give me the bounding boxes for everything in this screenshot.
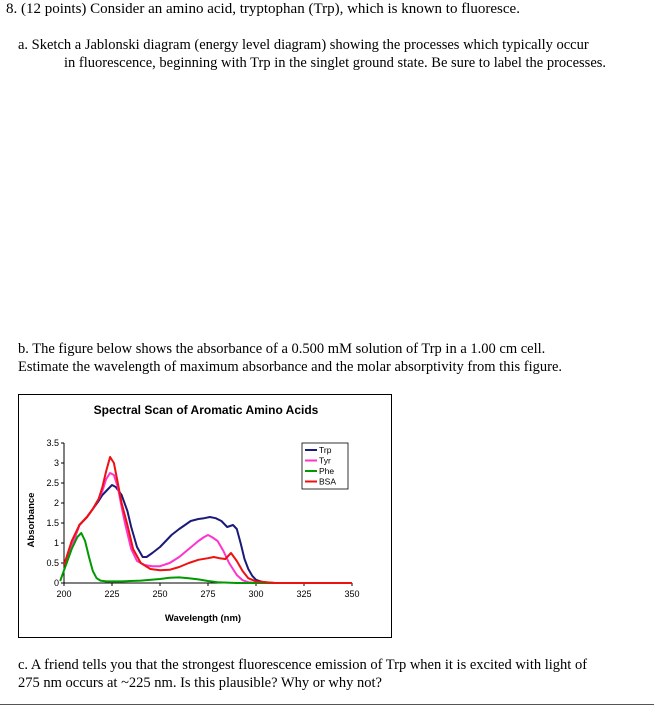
spectral-scan-chart [18,394,392,638]
part-c-text-line-2: 275 nm occurs at ~225 nm. Is this plausible? Why or why not? [18,675,382,691]
y-tick-label: 1 [53,538,59,548]
part-b [18,340,643,376]
x-tick-label: 200 [56,589,72,599]
chart-legend [302,443,348,489]
part-c-text-line-1: c. A friend tells you that the strongest fluorescence emission of Trp when it is excited with light of [18,657,588,673]
x-tick-label: 275 [200,589,216,599]
y-tick-label: 3 [53,458,59,468]
y-axis-label: Absorbance [26,492,37,548]
part-a-text-line-1: a. Sketch a Jablonski diagram (energy level diagram) showing the processes which typically occur [18,37,589,53]
part-c [18,656,643,692]
y-tick-label: 3.5 [46,438,59,448]
part-b-text-line-2: Estimate the wavelength of maximum absorbance and the molar absorptivity from this figure. [18,359,563,375]
series-line-trp [66,485,352,583]
y-tick-label: 2.5 [46,478,59,488]
legend-label-tyr: Tyr [319,455,331,466]
legend-label-bsa: BSA [319,476,337,487]
legend-label-phe: Phe [319,466,335,476]
x-tick-label: 250 [152,589,168,599]
part-a-text-rest: in fluorescence, beginning with Trp in the singlet ground state. Be sure to label the processes. [64,55,607,71]
x-tick-label: 325 [296,589,312,599]
bottom-divider [0,704,654,705]
y-tick-label: 1.5 [46,518,59,528]
x-tick-label: 350 [344,589,360,599]
question-title: 8. (12 points) Consider an amino acid, tryptophan (Trp), which is known to fluoresce. [6,1,520,17]
x-axis-label: Wavelength (nm) [164,613,242,624]
x-tick-label: 300 [248,589,264,599]
part-a [18,36,643,72]
chart-title: Spectral Scan of Aromatic Amino Acids [93,403,319,417]
x-tick-label: 225 [104,589,120,599]
y-tick-label: 0.5 [46,558,59,568]
part-b-text-line-1: b. The figure below shows the absorbance of a 0.500 mM solution of Trp in a 1.00 cm cell. [18,341,546,357]
y-tick-label: 0 [53,578,59,588]
legend-label-trp: Trp [319,445,332,455]
y-tick-label: 2 [53,498,59,508]
chart-canvas [19,395,393,639]
